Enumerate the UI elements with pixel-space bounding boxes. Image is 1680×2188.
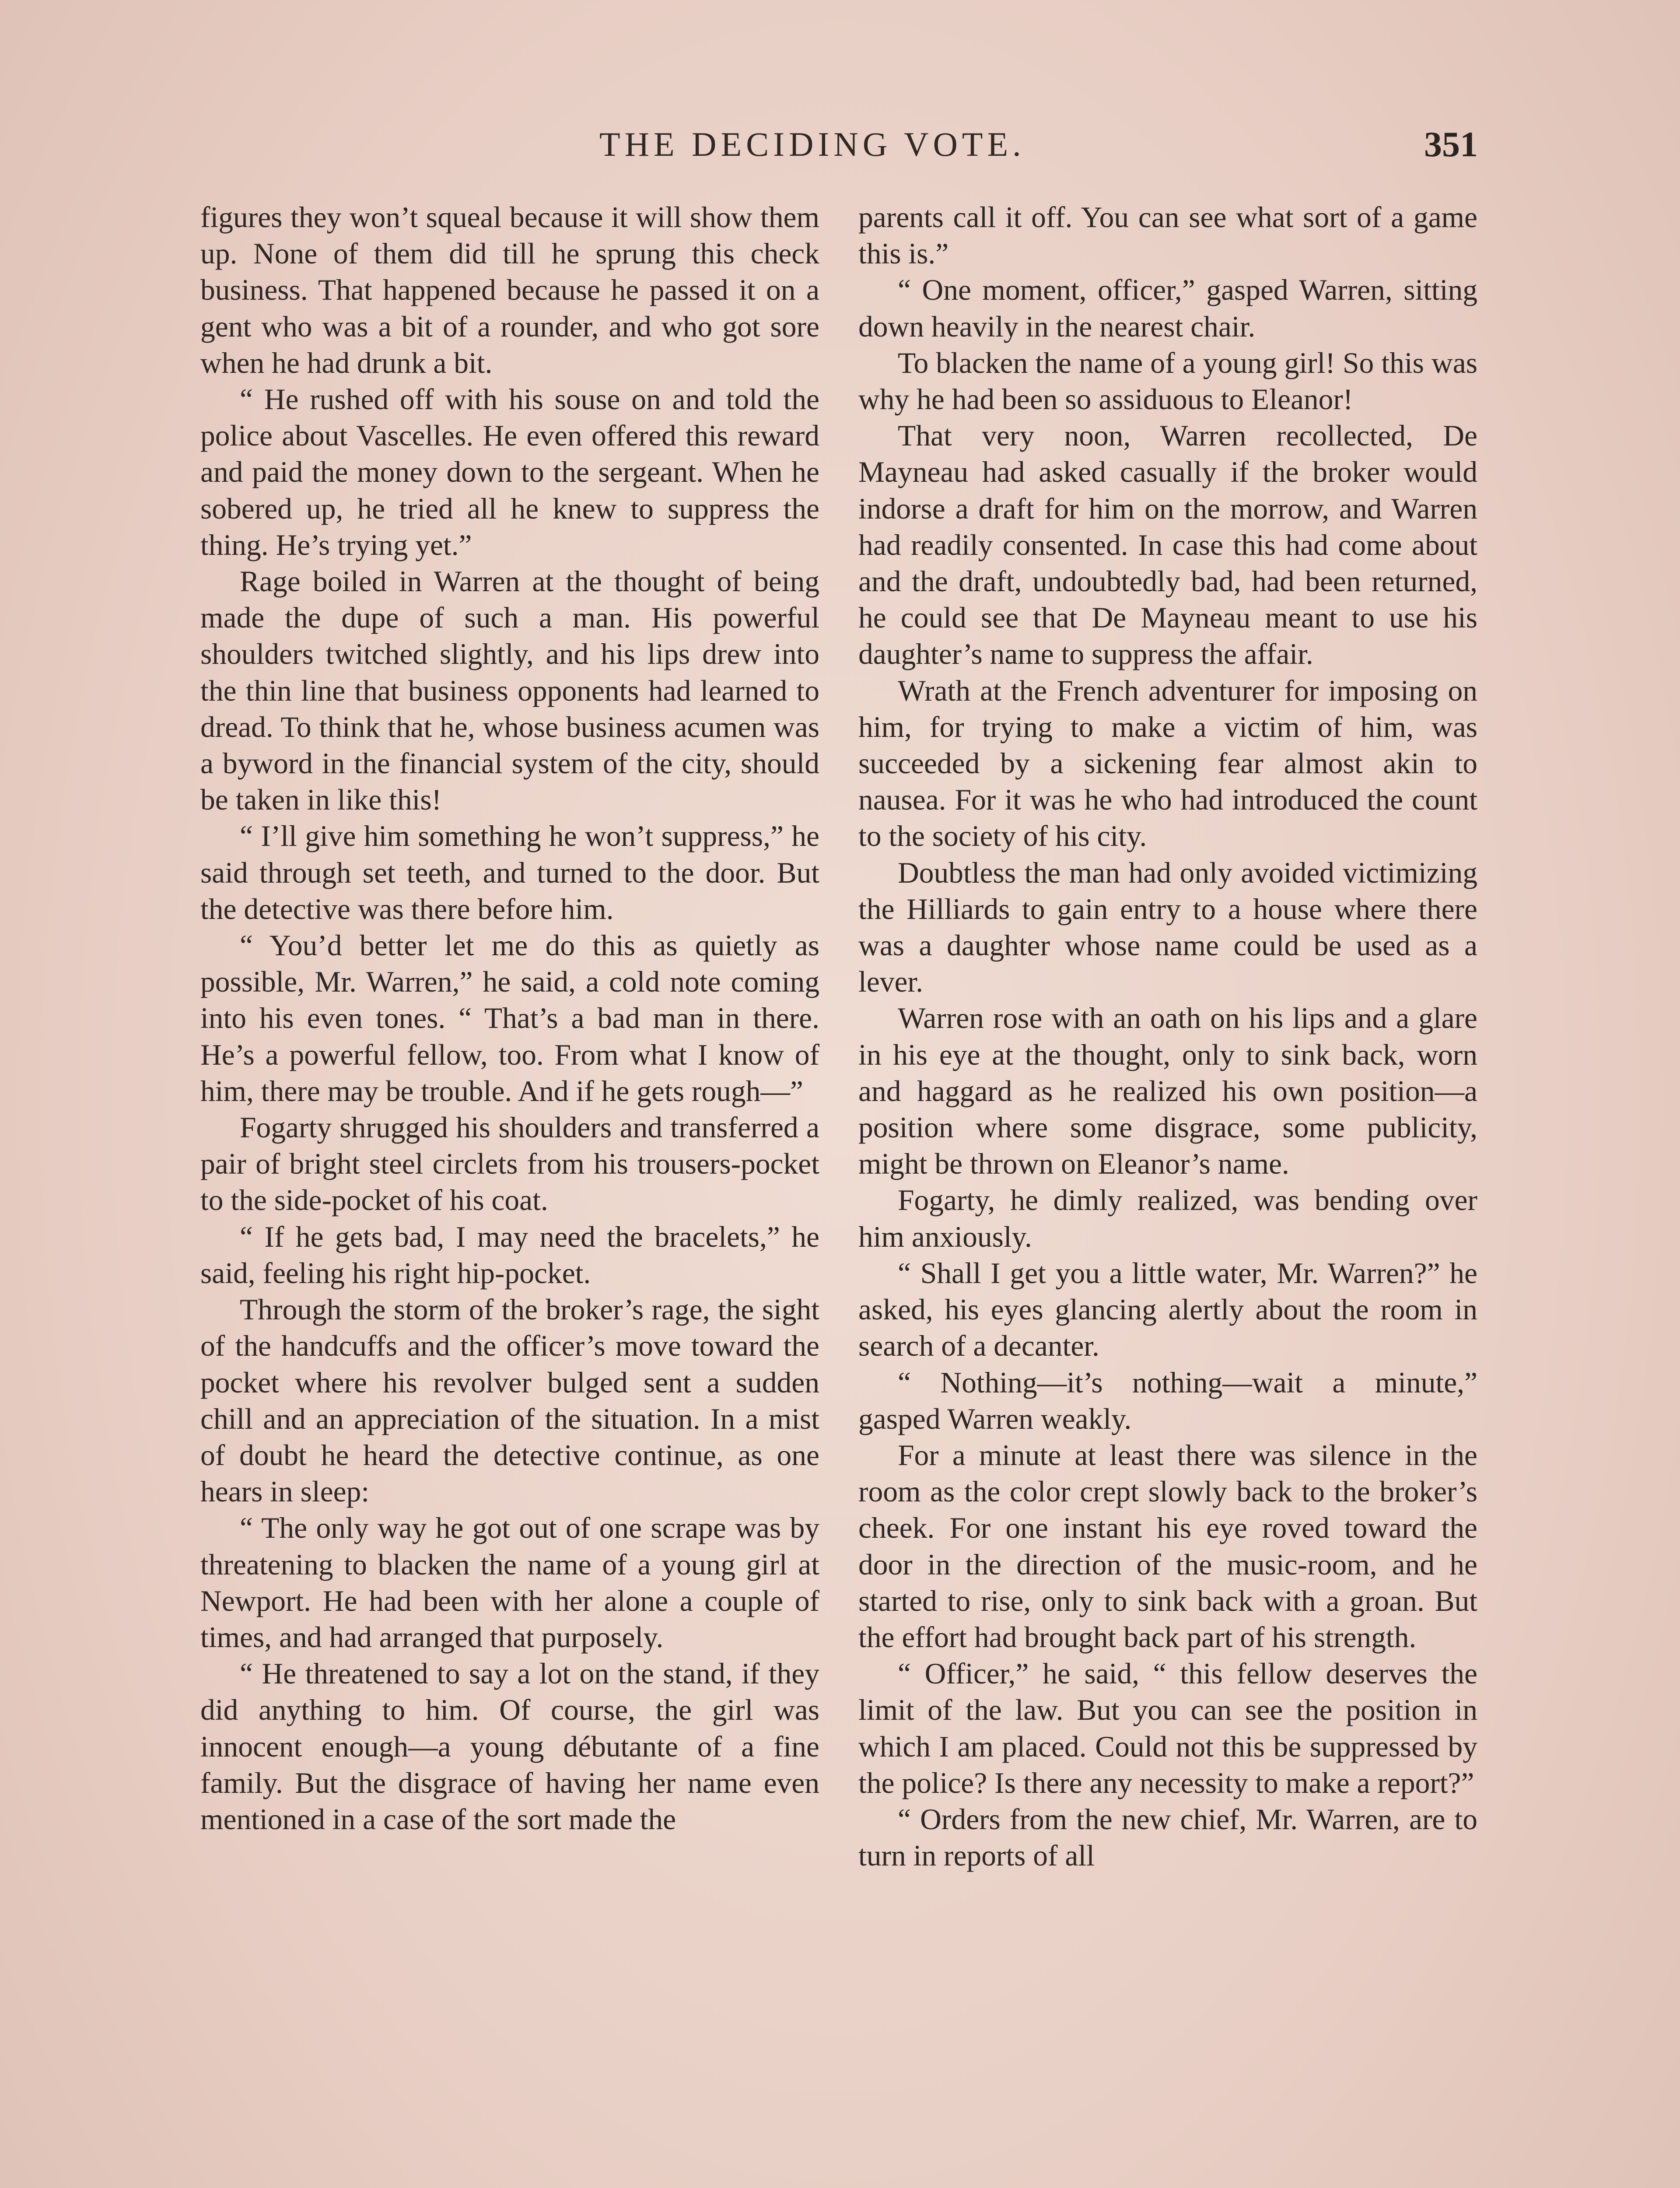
right-column — [858, 199, 1477, 2188]
paragraph: That very noon, Warren recollected, De Mayneau had asked casually if the broker would indorse a draft for him on the morrow, and Warren had readily consented. In case this had come about and the draft, undoubtedly bad, had been returned, he could see that De Mayneau meant to use his daughter’s name to suppress the affair. — [858, 419, 1477, 671]
paragraph: Through the storm of the broker’s rage, the sight of the handcuffs and the officer’s move toward the pocket where his revolver bulged sent a sudden chill and an appreciation of the situation. In a mist of doubt he heard the detective continue, as one hears in sleep: — [200, 1293, 819, 1508]
paragraph: Fogarty, he dimly realized, was bending over him anxiously. — [858, 1184, 1477, 1253]
paragraph: “ You’d better let me do this as quietly as possible, Mr. Warren,” he said, a cold note coming into his even tones. “ That’s a bad man in there. He’s a powerful fellow, too. From what I know of him, there may be trouble. And if he gets rough—” — [200, 929, 819, 1108]
left-column — [200, 199, 819, 2188]
paragraph: “ He threatened to say a lot on the stand, if they did anything to him. Of course, the girl was innocent enough—a young débutante of a fine family. But the disgrace of having her name even mentioned in a case of the sort made the — [200, 1657, 819, 1836]
paragraph: “ If he gets bad, I may need the bracelets,” he said, feeling his right hip-pocket. — [200, 1220, 819, 1290]
paragraph: Warren rose with an oath on his lips and a glare in his eye at the thought, only to sink back, worn and haggard as he realized his own position—a position where some disgrace, some publicity, might be thrown on Eleanor’s name. — [858, 1002, 1477, 1181]
paragraph: To blacken the name of a young girl! So this was why he had been so assiduous to Eleanor! — [858, 346, 1477, 416]
paragraph: Fogarty shrugged his shoulders and transferred a pair of bright steel circlets from his trousers-pocket to the side-pocket of his coat. — [200, 1111, 819, 1217]
paragraph: parents call it off. You can see what sort of a game this is.” — [858, 201, 1477, 270]
paragraph: “ Officer,” he said, “ this fellow deserves the limit of the law. But you can see the position in which I am placed. Could not this be suppressed by the police? Is there any necessity to make a report?” — [858, 1657, 1477, 1799]
running-title: THE DECIDING VOTE. — [599, 125, 1026, 163]
paragraph: Rage boiled in Warren at the thought of being made the dupe of such a man. His powerful shoulders twitched slightly, and his lips drew into the thin line that business opponents had learned to dread. To think that he, whose business acumen was a byword in the financial system of the city, should be taken in like this! — [200, 565, 819, 817]
paragraph: “ He rushed off with his souse on and told the police about Vascelles. He even offered this reward and paid the money down to the sergeant. When he sobered up, he tried all he knew to suppress the thing. He’s trying yet.” — [200, 383, 819, 561]
paragraph: figures they won’t squeal because it will show them up. None of them did till he sprung this check business. That happened because he passed it on a gent who was a bit of a rounder, and who got sore when he had drunk a bit. — [200, 201, 819, 379]
paragraph: “ I’ll give him something he won’t suppress,” he said through set teeth, and turned to the door. But the detective was there before him. — [200, 820, 819, 926]
paragraph: “ Orders from the new chief, Mr. Warren, are to turn in reports of all — [858, 1802, 1477, 1872]
paragraph: For a minute at least there was silence in the room as the color crept slowly back to the broker’s cheek. For one instant his eye roved toward the door in the direction of the music-room, and he started to rise, only to sink back with a groan. But the effort had brought back part of his strength. — [858, 1438, 1477, 1654]
paragraph: “ Nothing—it’s nothing—wait a minute,” gasped Warren weakly. — [858, 1366, 1477, 1435]
paragraph: “ One moment, officer,” gasped Warren, sitting down heavily in the nearest chair. — [858, 274, 1477, 343]
paragraph: “ The only way he got out of one scrape was by threatening to blacken the name of a young girl at Newport. He had been with her alone a couple of times, and had arranged that purposely. — [200, 1511, 819, 1654]
paragraph: Doubtless the man had only avoided victimizing the Hilliards to gain entry to a house where there was a daughter whose name could be used as a lever. — [858, 856, 1477, 999]
paragraph: Wrath at the French adventurer for imposing on him, for trying to make a victim of him, was succeeded by a sickening fear almost akin to nausea. For it was he who had introduced the count to the society of his city. — [858, 674, 1477, 853]
page-header — [0, 118, 1680, 171]
page-number: 351 — [1424, 124, 1478, 164]
paragraph: “ Shall I get you a little water, Mr. Warren?” he asked, his eyes glancing alertly about the room in search of a decanter. — [858, 1256, 1477, 1363]
